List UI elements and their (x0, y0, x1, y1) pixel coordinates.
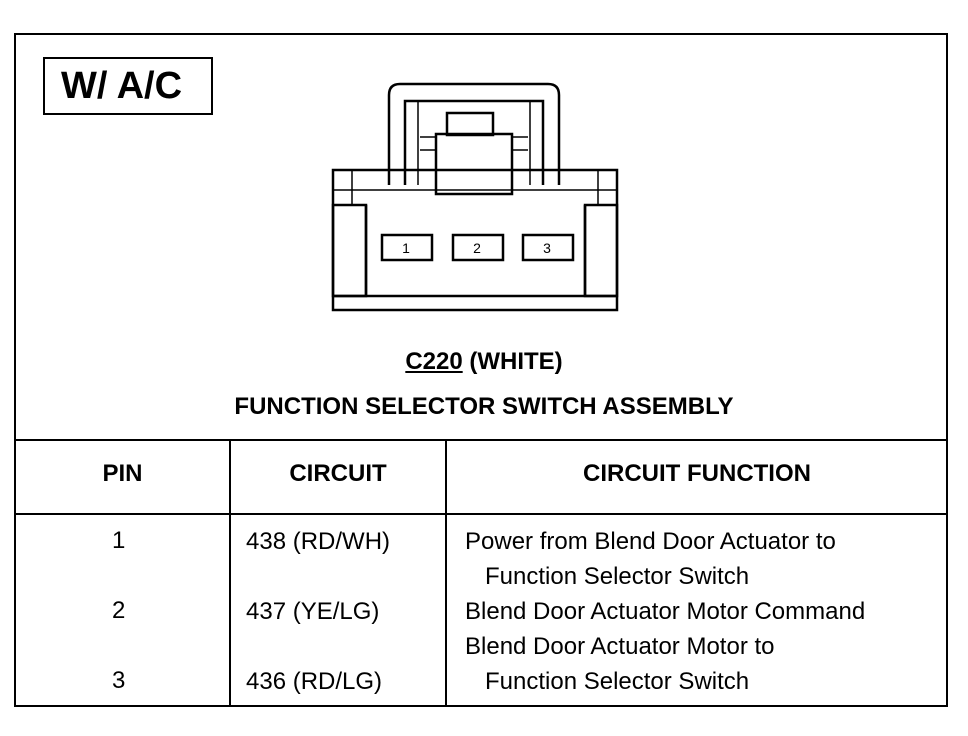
row-1-pin: 1 (112, 527, 126, 554)
row-3-function-line-2: Function Selector Switch (485, 668, 750, 695)
pin-cavity-label-1: 1 (402, 240, 410, 256)
connector-latch-block (436, 134, 512, 194)
pin-cavity-label-3: 3 (543, 240, 551, 256)
row-3-function-line-1: Blend Door Actuator Motor to (465, 633, 775, 660)
connector-name: FUNCTION SELECTOR SWITCH ASSEMBLY (234, 393, 734, 420)
connector-id: C220 (405, 348, 463, 375)
row-2-pin: 2 (112, 597, 126, 624)
pin-cavity-label-2: 2 (473, 240, 481, 256)
row-1-function-line-2: Function Selector Switch (485, 563, 750, 590)
row-2-function-line-1: Blend Door Actuator Motor Command (465, 598, 866, 625)
header-circuit: CIRCUIT (289, 460, 387, 487)
table-top-border (14, 439, 948, 441)
row-1-circuit: 438 (RD/WH) (246, 528, 391, 555)
row-3-circuit: 436 (RD/LG) (246, 668, 383, 695)
option-badge: W/ A/C (43, 57, 213, 115)
row-3-pin: 3 (112, 667, 126, 694)
header-pin: PIN (102, 460, 143, 487)
header-circuit-function: CIRCUIT FUNCTION (583, 460, 811, 487)
connector-id-line (0, 348, 968, 376)
table-header-border (14, 513, 948, 515)
row-1-function-line-1: Power from Blend Door Actuator to (465, 528, 836, 555)
connector-side-right (585, 205, 617, 296)
connector-latch-tab (447, 113, 493, 135)
row-2-circuit: 437 (YE/LG) (246, 598, 380, 625)
connector-color: (WHITE) (469, 348, 563, 375)
connector-side-left (333, 205, 366, 296)
